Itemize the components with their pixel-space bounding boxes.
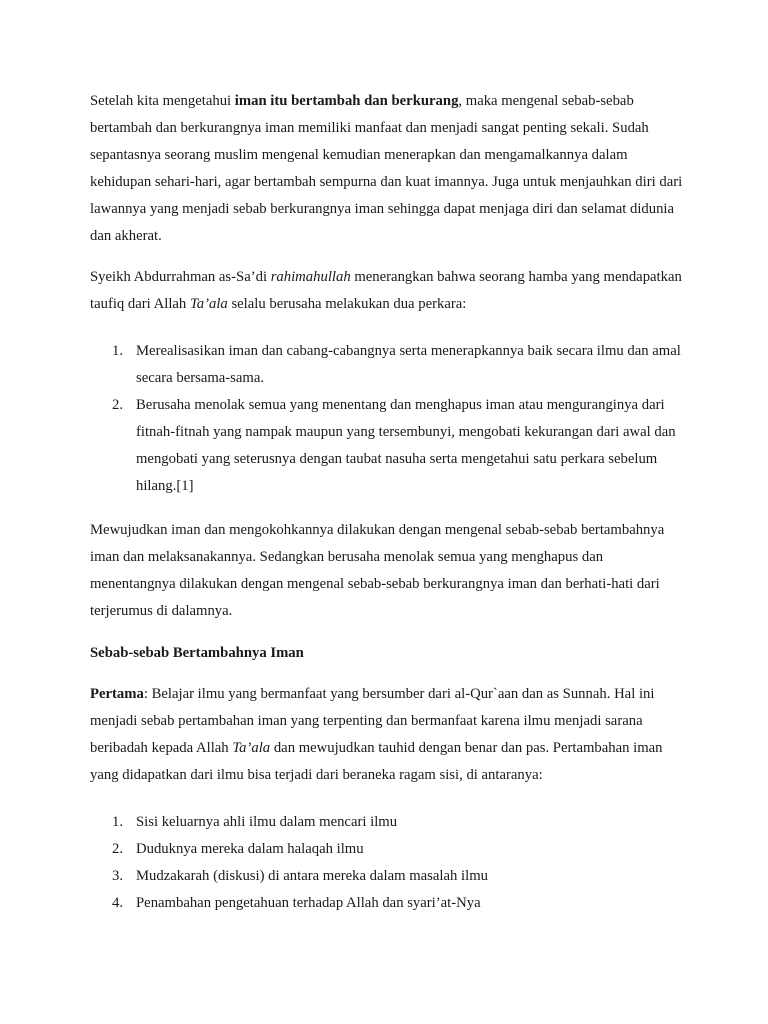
paragraph-mewujudkan: Mewujudkan iman dan mengokohkannya dilakukan dengan mengenal sebab-sebab bertambahnya iman dan melaksanakannya. Sedangkan berusaha menolak semua yang menghapus dan menentangnya dilakukan dengan mengenal sebab-sebab berkurangnya iman dan berhati-hati dari terjerumus di dalamnya. [90, 522, 665, 619]
paragraph-intro-text-2: , maka mengenal sebab-sebab bertambah dan berkurangnya iman memiliki manfaat dan menjadi sangat penting sekali. Sudah sepantasnya seorang muslim mengenal kemudian menerapkan dan mengamalkannya dalam kehidupan sehari-hari, agar bertambah sempurna dan kuat imannya. Juga untuk menjauhkan diri dari lawannya yang menjadi sebab berkurangnya iman sehingga dapat menjaga diri dan selamat didunia dan akherat. [90, 93, 683, 244]
list-item [90, 836, 690, 863]
paragraph-syeikh-text-2: menerangkan bahwa seorang hamba yang mendapatkan taufiq dari Allah [90, 269, 682, 312]
paragraph-syeikh [90, 264, 690, 318]
list-item [90, 392, 690, 500]
paragraph-pertama-bold: Pertama [90, 686, 144, 702]
list-item [90, 863, 690, 890]
paragraph-pertama [90, 681, 690, 789]
paragraph-pertama-italic: Ta’ala [232, 740, 271, 756]
paragraph-intro [90, 88, 690, 250]
list-item-number: 3. [112, 868, 124, 884]
paragraph-pertama-text-1: : Belajar ilmu yang bermanfaat yang bersumber dari al-Qur`aan dan as Sunnah. Hal ini menjadi sebab pertambahan iman yang terpenting dan bermanfaat karena ilmu menjadi sarana beribadah kepada Allah [90, 686, 655, 756]
paragraph-syeikh-italic-2: Ta’ala [189, 296, 228, 312]
paragraph-syeikh-italic-1: rahimahullah [270, 269, 351, 285]
list-item-number: 2. [112, 841, 124, 857]
paragraph-syeikh-text-1: Syeikh Abdurrahman as-Sa’di [90, 269, 271, 285]
numbered-list-sisi [90, 809, 690, 917]
paragraph-syeikh-text-3: selalu berusaha melakukan dua perkara: [227, 296, 467, 312]
numbered-list-perkara [90, 338, 690, 500]
list-item-text: Merealisasikan iman dan cabang-cabangnya serta menerapkannya baik secara ilmu dan amal secara bersama-sama. [136, 343, 681, 386]
list-item-number: 2. [112, 397, 124, 413]
list-item-text: Penambahan pengetahuan terhadap Allah dan syari’at-Nya [136, 895, 481, 911]
paragraph-intro-bold: iman itu bertambah dan berkurang [234, 93, 459, 109]
list-item [90, 338, 690, 392]
list-item-text: Duduknya mereka dalam halaqah ilmu [136, 841, 364, 857]
paragraph-pertama-text-2: dan mewujudkan tauhid dengan benar dan pas. Pertambahan iman yang didapatkan dari ilmu bisa terjadi dari beraneka ragam sisi, di antaranya: [90, 740, 663, 783]
list-item-text: Sisi keluarnya ahli ilmu dalam mencari ilmu [136, 814, 398, 830]
list-item [90, 809, 690, 836]
list-item-number: 1. [112, 343, 124, 359]
section-heading: Sebab-sebab Bertambahnya Iman [90, 645, 304, 661]
list-item-number: 4. [112, 895, 124, 911]
list-item-text: Berusaha menolak semua yang menentang dan menghapus iman atau menguranginya dari fitnah-fitnah yang nampak maupun yang tersembunyi, mengobati kekurangan dari awal dan mengobati yang seterusnya dengan taubat nasuha serta mengetahui satu perkara sebelum hilang.[1] [136, 397, 676, 494]
paragraph-intro-text-1: Setelah kita mengetahui [90, 93, 235, 109]
list-item-number: 1. [112, 814, 124, 830]
document-page [90, 88, 690, 917]
list-item [90, 890, 690, 917]
list-item-text: Mudzakarah (diskusi) di antara mereka dalam masalah ilmu [136, 868, 488, 884]
